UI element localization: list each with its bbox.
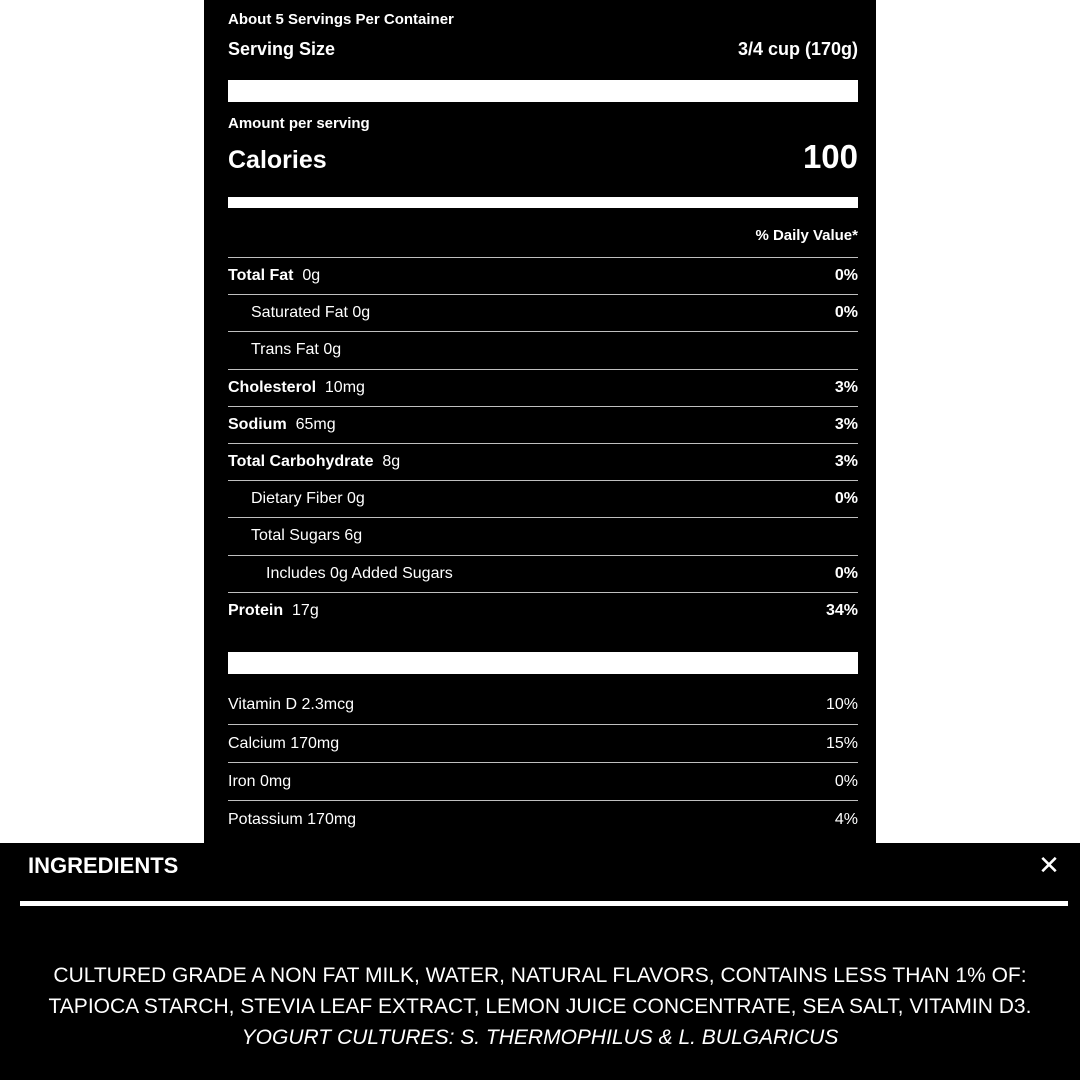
- calories-row: [228, 138, 858, 176]
- serving-size-label: Serving Size: [228, 39, 336, 59]
- vitamin-name: Potassium 170mg: [228, 810, 357, 828]
- nutrient-row-total-fat: [228, 257, 858, 294]
- vitamin-row-potassium: [228, 800, 858, 838]
- vitamin-name: Calcium 170mg: [228, 734, 340, 752]
- nutrient-dv: 0%: [834, 267, 858, 285]
- ingredients-drawer: [0, 843, 1080, 1080]
- nutrient-row-total-sugars: [228, 517, 858, 554]
- ingredients-cultures: YOGURT CULTURES: S. THERMOPHILUS & L. BULGARICUS: [241, 1026, 839, 1049]
- nutrient-name: Total Sugars 6g: [251, 527, 363, 545]
- nutrient-name: Sodium 65mg: [228, 415, 336, 433]
- nutrient-row-saturated-fat: [228, 294, 858, 331]
- nutrition-facts-panel: [204, 0, 876, 860]
- vitamin-row-calcium: [228, 724, 858, 762]
- thick-divider: [228, 80, 858, 102]
- nutrient-dv: 34%: [825, 601, 858, 619]
- thick-divider: [228, 652, 858, 674]
- daily-value-header: % Daily Value*: [755, 227, 858, 244]
- nutrient-name: Total Carbohydrate 8g: [228, 453, 401, 471]
- vitamin-list: [228, 686, 858, 838]
- vitamin-dv: 4%: [834, 810, 858, 828]
- amount-per-serving: Amount per serving: [228, 115, 370, 132]
- vitamin-row-vitamin-d: [228, 686, 858, 724]
- ingredients-line-1: CULTURED GRADE A NON FAT MILK, WATER, NATURAL FLAVORS, CONTAINS LESS THAN 1% OF:: [53, 964, 1027, 987]
- nutrient-row-added-sugars: [228, 555, 858, 592]
- vitamin-dv: 10%: [825, 696, 858, 713]
- nutrient-dv: 3%: [834, 453, 858, 471]
- nutrient-name: Trans Fat 0g: [251, 341, 342, 359]
- nutrient-dv: 3%: [834, 378, 858, 396]
- ingredients-title: INGREDIENTS: [28, 853, 179, 878]
- nutrient-name: Saturated Fat 0g: [251, 304, 371, 322]
- nutrient-name: Dietary Fiber 0g: [251, 490, 365, 508]
- servings-per-container: About 5 Servings Per Container: [228, 11, 454, 28]
- vitamin-name: Iron 0mg: [228, 772, 292, 790]
- vitamin-dv: 0%: [834, 772, 858, 790]
- medium-divider: [228, 197, 858, 208]
- nutrient-row-sodium: [228, 406, 858, 443]
- ingredients-line-2: TAPIOCA STARCH, STEVIA LEAF EXTRACT, LEMON JUICE CONCENTRATE, SEA SALT, VITAMIN D3.: [48, 995, 1032, 1018]
- nutrient-row-dietary-fiber: [228, 480, 858, 517]
- ingredients-divider: [20, 901, 1068, 906]
- nutrient-row-total-carbohydrate: [228, 443, 858, 480]
- nutrient-name: Total Fat 0g: [228, 267, 321, 285]
- nutrient-name: Cholesterol 10mg: [228, 378, 365, 396]
- serving-size-value: 3/4 cup (170g): [737, 39, 858, 59]
- nutrient-dv: 0%: [834, 304, 858, 322]
- calories-label: Calories: [228, 146, 327, 174]
- ingredients-text: [12, 960, 1068, 1053]
- nutrient-row-trans-fat: [228, 331, 858, 368]
- nutrient-name: Includes 0g Added Sugars: [266, 564, 453, 582]
- nutrient-name: Protein 17g: [228, 601, 319, 619]
- serving-size-row: [228, 39, 858, 60]
- vitamin-dv: 15%: [825, 734, 858, 752]
- nutrient-dv: 3%: [834, 415, 858, 433]
- nutrient-dv: 0%: [834, 490, 858, 508]
- vitamin-row-iron: [228, 762, 858, 800]
- nutrient-dv: 0%: [834, 564, 858, 582]
- close-icon[interactable]: ✕: [1038, 850, 1060, 880]
- nutrient-row-protein: [228, 592, 858, 629]
- nutrient-list: [228, 257, 858, 629]
- vitamin-name: Vitamin D 2.3mcg: [228, 696, 354, 713]
- calories-value: 100: [802, 138, 858, 175]
- nutrient-row-cholesterol: [228, 369, 858, 406]
